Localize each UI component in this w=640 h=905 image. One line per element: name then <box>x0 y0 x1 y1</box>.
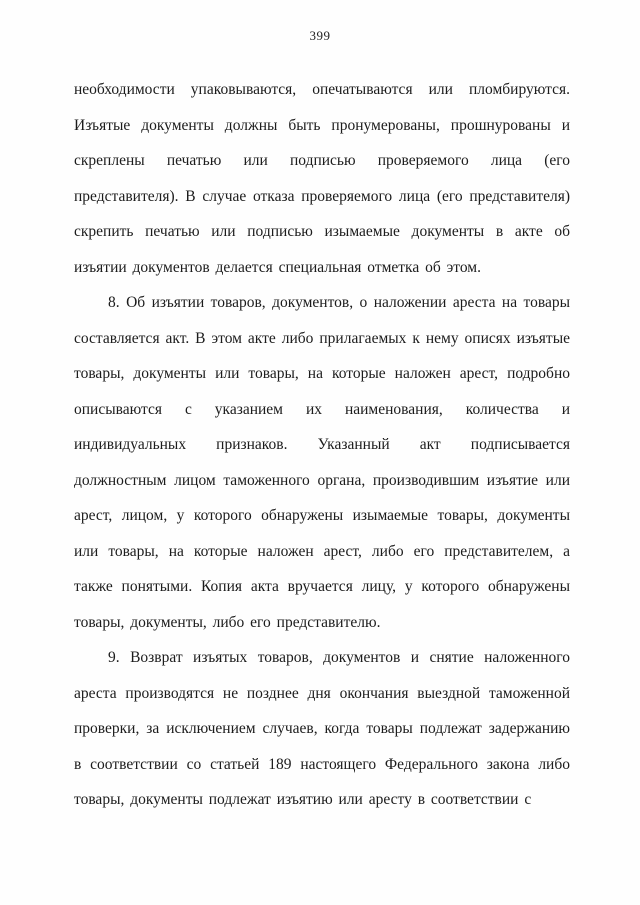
page-number: 399 <box>309 28 331 43</box>
body-text <box>0 44 640 818</box>
paragraph-continuation: необходимости упаковываются, опечатываются или пломбируются. Изъятые документы должны быть пронумерованы, прошнурованы и скреплены печатью или подписью проверяемого лица (его представителя). В случае отказа проверяемого лица (его представителя) скрепить печатью или подписью изымаемые документы в акте об изъятии документов делается специальная отметка об этом. <box>74 81 570 276</box>
paragraph-item-9: 9. Возврат изъятых товаров, документов и снятие наложенного ареста производятся не позднее дня окончания выездной таможенной проверки, за исключением случаев, когда товары подлежат задержанию в соответствии со статьей 189 настоящего Федерального закона либо товары, документы подлежат изъятию или аресту в соответствии с <box>74 649 570 808</box>
paragraph-item-8: 8. Об изъятии товаров, документов, о наложении ареста на товары составляется акт. В этом акте либо прилагаемых к нему описях изъятые товары, документы или товары, на которые наложен арест, подробно описываются с указанием их наименования, количества и индивидуальных признаков. Указанный акт подписывается должностным лицом таможенного органа, производившим изъятие или арест, лицом, у которого обнаружены изымаемые товары, документы или товары, на которые наложен арест, либо его представителем, а также понятыми. Копия акта вручается лицу, у которого обнаружены товары, документы, либо его представителю. <box>74 294 570 631</box>
